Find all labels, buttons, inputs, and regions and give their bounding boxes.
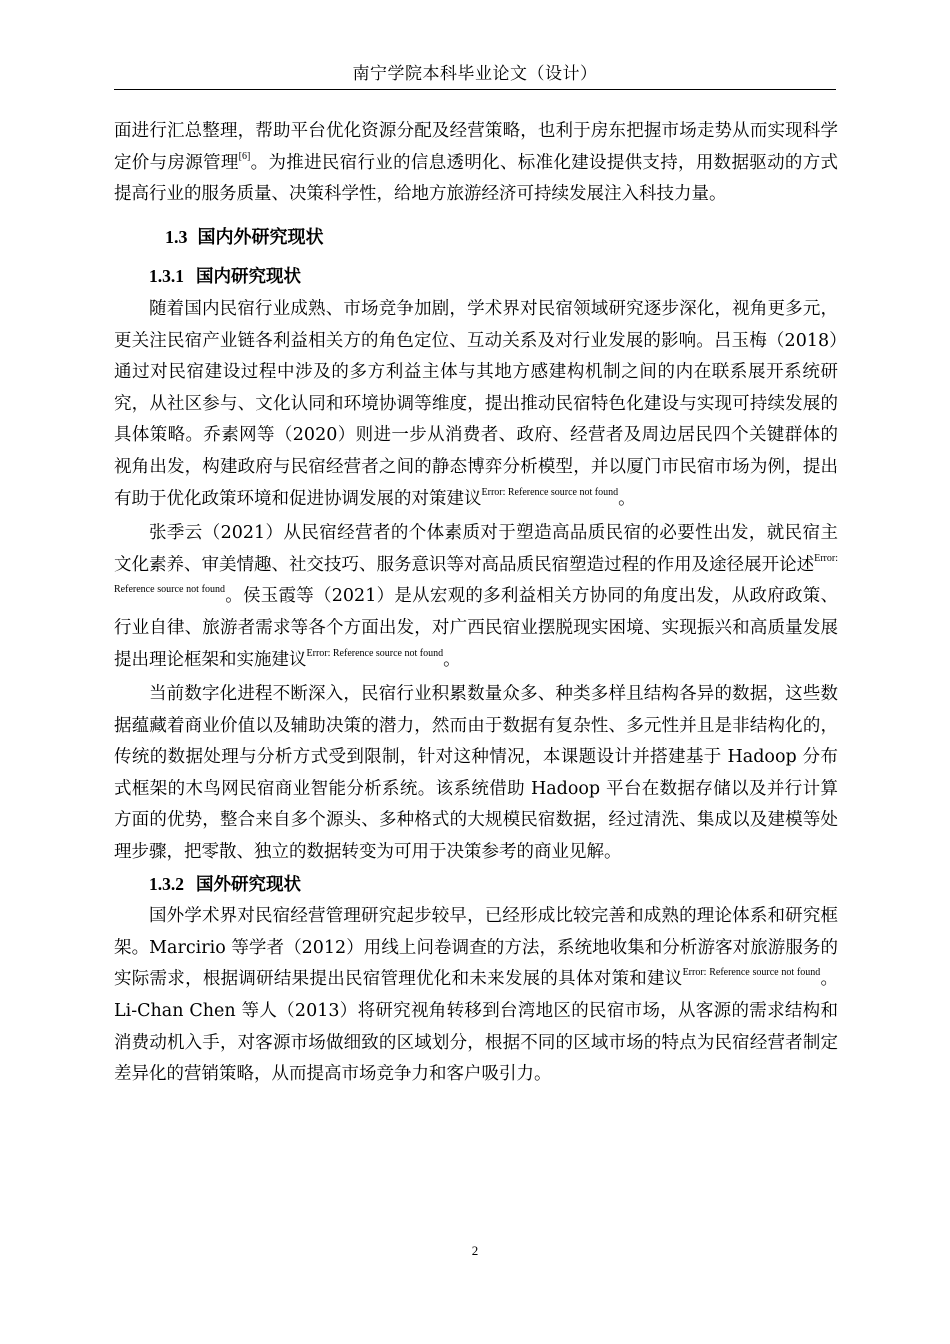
document-body [114,116,838,1091]
paragraph-text: 国外学术界对民宿经营管理研究起步较早，已经形成比较完善和成熟的理论体系和研究框架。Marcirio 等学者（2012）用线上问卷调查的方法，系统地收集和分析游客对旅游服务的实际需求，根据调研结果提出民宿管理优化和未来发展的具体对策和建议 [114,906,838,990]
section-heading-1-3 [114,222,838,254]
subsection-heading-1-3-1 [114,261,838,294]
paragraph-text: 。 [618,488,636,509]
subsection-heading-1-3-2 [114,869,838,902]
citation-superscript: Error: Reference source not found [114,552,838,596]
paragraph-domestic-research-1 [114,294,838,515]
paragraph-text: 张季云（2021）从民宿经营者的个体素质对于塑造高品质民宿的必要性出发，就民宿主文化素养、审美情趣、社交技巧、服务意识等对高品质民宿塑造过程的作用及途径展开论述 [114,523,838,575]
paragraph-domestic-research-2 [114,518,838,676]
section-title: 国内外研究现状 [197,226,324,248]
running-header-title: 南宁学院本科毕业论文（设计） [352,64,598,84]
subsection-number: 1.3.1 [149,266,184,287]
paragraph-foreign-research [114,901,838,1091]
paragraph-continuation [114,116,838,211]
paragraph-text: 。为推进民宿行业的信息透明化、标准化建设提供支持，用数据驱动的方式提高行业的服务质量、决策科学性，给地方旅游经济可持续发展注入科技力量。 [114,152,839,205]
paragraph-text: 。Li-Chan Chen 等人（2013）将研究视角转移到台湾地区的民宿市场，从客源的需求结构和消费动机入手，对客源市场做细致的区域划分，根据不同的区域市场的特点为民宿经营者制定差异化的营销策略，从而提高市场竞争力和客户吸引力。 [114,969,839,1085]
paragraph-project-motivation [114,679,838,869]
paragraph-text: 随着国内民宿行业成熟、市场竞争加剧，学术界对民宿领域研究逐步深化，视角更多元，更关注民宿产业链各利益相关方的角色定位、互动关系及对行业发展的影响。吕玉梅（2018）通过对民宿建设过程中涉及的多方利益主体与其地方感建构机制之间的内在联系展开系统研究，从社区参与、文化认同和环境协调等维度，提出推动民宿特色化建设与实现可持续发展的具体策略。乔素网等（2020）则进一步从消费者、政府、经营者及周边居民四个关键群体的视角出发，构建政府与民宿经营者之间的静态博弈分析模型，并以厦门市民宿市场为例，提出有助于优化政策环境和促进协调发展的对策建议 [114,298,838,509]
citation-superscript: Error: Reference source not found [306,647,444,659]
page-number: 2 [471,1243,479,1258]
citation-superscript: Error: Reference source not found [682,967,821,979]
paragraph-text: 。侯玉霞等（2021）是从宏观的多利益相关方协同的角度出发，从政府政策、行业自律、旅游者需求等各个方面出发，对广西民宿业摆脱现实困境、实现振兴和高质量发展提出理论框架和实施建议 [114,586,838,670]
citation-superscript: [6] [238,150,251,162]
subsection-title: 国外研究现状 [196,874,301,895]
paragraph-text: 当前数字化进程不断深入，民宿行业积累数量众多、种类多样且结构各异的数据，这些数据蕴藏着商业价值以及辅助决策的潜力，然而由于数据有复杂性、多元性并且是非结构化的，传统的数据处理与分析方式受到限制，针对这种情况，本课题设计并搭建基于 Hadoop 分布式框架的木鸟网民宿商业智能分析系统。该系统借助 Hadoop 平台在数据存储以及并行计算方面的优势，整合来自多个源头、多种格式的大规模民宿数据，经过清洗、集成以及建模等处理步骤，把零散、独立的数据转变为可用于决策参考的商业见解。 [114,684,838,863]
section-number: 1.3 [165,226,188,247]
subsection-title: 国内研究现状 [196,267,301,288]
citation-superscript: Error: Reference source not found [481,486,619,498]
paragraph-text: 。 [443,649,461,670]
paragraph-text: 面进行汇总整理，帮助平台优化资源分配及经营策略，也利于房东把握市场走势从而实现科学定价与房源管理 [114,121,838,173]
subsection-number: 1.3.2 [149,873,184,894]
header-divider [114,89,836,90]
